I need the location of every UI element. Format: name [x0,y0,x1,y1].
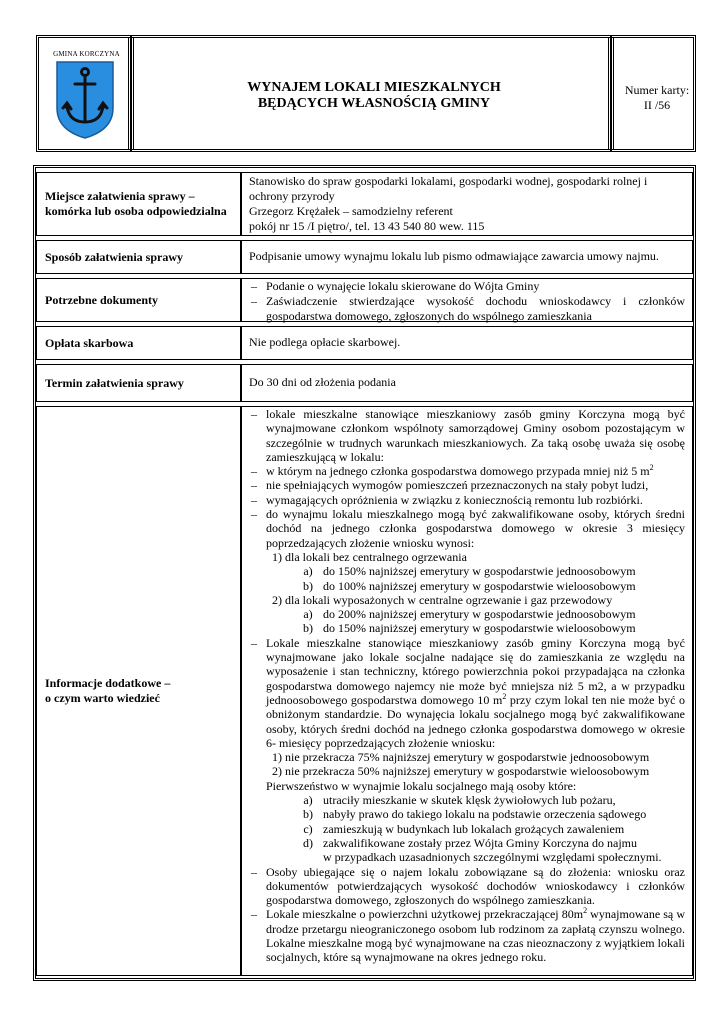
info-list-social [249,636,685,750]
social-criteria [249,750,685,864]
value-sposob [241,240,693,274]
info-b2-text: w którym na jednego członka gospodarstwa domowego przypada mniej niż 5 m [266,464,650,479]
item-text: utraciły mieszkanie w skutek klęsk żywiołowych lub pożaru, [323,793,616,808]
label-oplata-text: Opłata skarbowa [45,335,134,350]
label-miejsce [36,172,241,236]
info-q1: 1) nie przekracza 75% najniższej emerytury w gospodarstwie jednoosobowym [272,750,650,765]
documents-list [249,279,685,324]
card-number-box [611,35,696,152]
item-text: nabyły prawo do takiego lokalu na podstawie orzeczenia sądowego [323,807,647,822]
value-oplata [241,326,693,360]
title-box [131,35,611,152]
item-letter: d) [303,835,313,850]
item-letter: b) [303,807,313,822]
label-miejsce-line1: Miejsce załatwienia sprawy – [45,189,195,203]
list-item: – Podanie o wynajęcie lokalu skierowane do Wójta Gminy [249,279,685,294]
item-text: w przypadkach uzasadnionych szczególnymi względami społecznymi. [323,850,662,865]
item-letter: b) [303,578,313,593]
info-qb [266,807,685,821]
info-b6a-text: Lokale mieszkalne stanowiące mieszkaniowy zasób gminy Korczyna mogą być wynajmowane jako lokale socjalne nadające się do zamieszkania ze względu na wyposażenie i stan techniczny, którego powierzchnia pokoi przypadająca na członka gospodarstwa domowego najemcy nie może być mniejsza niż 5 m2, a w przypadku jednoosobowego gospodarstwa domowego 10 m [266,635,685,707]
oplata-text: Nie podlega opłacie skarbowej. [249,335,401,349]
label-oplata [36,326,241,360]
label-info-line2: o czym warto wiedzieć [45,691,160,705]
sposob-text: Podpisanie umowy wynajmu lokalu lub pismo odmawiające zawarcia umowy najmu. [249,249,659,263]
miejsce-line4: pokój nr 15 /I piętro/, tel. 13 43 540 80 wew. 115 [249,219,485,233]
superscript: 2 [502,691,507,701]
info-p1a [266,564,685,578]
superscript: 2 [649,463,654,473]
label-dokumenty-text: Potrzebne dokumenty [45,292,158,307]
item-letter: c) [303,821,313,836]
list-item [249,907,685,964]
info-p2a [266,607,685,621]
info-p2b [266,621,685,635]
info-b6b-text: przy czym lokal ten nie może być o obniżonym standardzie. Do wynajęcia lokalu socjalnego mogą być zakwalifikowane osoby, których średni dochód na jednego członka gospodarstwa domowego w okresie 6- miesięcy poprzedzających złożenie wniosku: [266,692,685,750]
item-text: do 100% najniższej emerytury w gospodarstwie wieloosobowym [323,578,636,593]
list-item [249,636,685,750]
item-letter: a) [303,607,313,622]
value-info [241,406,693,976]
info-p1: 1) dla lokali bez centralnego ogrzewania [272,549,467,564]
title-line-1: WYNAJEM LOKALI MIESZKALNYCH [247,80,501,95]
label-sposob [36,240,241,274]
info-p2: 2) dla lokali wyposażonych w centralne ogrzewanie i gaz przewodowy [272,592,613,607]
miejsce-line3: Grzegorz Krężałek – samodzielny referent [249,204,453,218]
label-termin [36,364,241,402]
info-p1b [266,579,685,593]
item-text: do 200% najniższej emerytury w gospodarstwie jednoosobowym [323,607,636,622]
superscript: 2 [583,906,588,916]
list-item [249,464,685,478]
item-letter: a) [303,793,313,808]
info-qc [266,822,685,836]
label-info [36,406,241,976]
card-label: Numer karty: [624,83,690,97]
list-item: – nie spełniających wymogów pomieszczeń przeznaczonych na stały pobyt ludzi, [249,478,685,492]
coat-of-arms-logo [55,60,115,140]
income-group-1 [249,550,685,636]
info-qd-cont [266,850,685,864]
info-q2: 2) nie przekracza 50% najniższej emerytury w gospodarstwie wieloosobowym [272,764,650,779]
value-termin [241,364,693,402]
item-letter: a) [303,564,313,579]
logo-box [36,35,131,152]
label-dokumenty [36,278,241,322]
page-title [134,80,614,112]
list-item: – Osoby ubiegające się o najem lokalu zobowiązane są do złożenia: wniosku oraz dokumentów potwierdzających wysokość dochodów wnioskodawcy i członków gospodarstwa domowego, zgłoszonych do wspólnego zamieszkania. [249,865,685,908]
label-termin-text: Termin załatwienia sprawy [45,375,184,390]
info-q3: Pierwszeństwo w wynajmie lokalu socjalnego mają osoby które: [266,778,577,793]
title-line-2: BĘDĄCYCH WŁASNOŚCIĄ GMINY [257,96,491,111]
info-qd [266,836,685,850]
item-text: do 150% najniższej emerytury w gospodarstwie jednoosobowym [323,564,636,579]
info-list [249,407,685,550]
item-text: do 150% najniższej emerytury w gospodarstwie wieloosobowym [323,621,636,636]
item-text: zakwalifikowane zostały przez Wójta Gminy Korczyna do najmu [323,835,637,850]
termin-text: Do 30 dni od złożenia podania [249,375,396,389]
list-item: – lokale mieszkalne stanowiące mieszkaniowy zasób gminy Korczyna mogą być wynajmowane członkom wspólnoty samorządowej Gminy osobom pozostającym w szczególnie w trudnych warunkach mieszkaniowych. Za taką osobę uważa się osobę zamieszkującą w lokalu: [249,407,685,464]
list-item: – do wynajmu lokalu mieszkalnego mogą być zakwalifikowane osoby, których średni dochód na jednego członka gospodarstwa domowego w okresie 3 miesięcy poprzedzających złożenie wniosku wynosi: [249,507,685,550]
miejsce-line1: Stanowisko do spraw gospodarki lokalami, gospodarki wodnej, gospodarki rolnej i [249,174,648,188]
list-item: – wymagających opróżnienia w związku z koniecznością remontu lub rozbiórki. [249,493,685,507]
miejsce-line2: ochrony przyrody [249,189,335,203]
label-miejsce-line2: komórka lub osoba odpowiedzialna [45,204,227,218]
info-list-final [249,865,685,965]
info-qa [266,793,685,807]
card-number [614,83,699,113]
item-letter: b) [303,621,313,636]
label-sposob-text: Sposób załatwienia sprawy [45,249,184,264]
label-info-line1: Informacje dodatkowe – [45,676,171,690]
value-dokumenty [241,278,693,322]
logo-text: GMINA KORCZYNA [53,50,120,58]
list-item: – Zaświadczenie stwierdzające wysokość dochodu wnioskodawcy i członków gospodarstwa domowego, zgłoszonych do wspólnego zamieszkania [249,294,685,324]
info-b8b-text: wynajmowane są w drodze przetargu nieograniczonego osobom lub rodzinom za zapłatą czynszu wolnego. Lokalne mieszkalne mogą być wynajmowane na czas nieoznaczony z wyjątkiem lokali socjalnych, które są wynajmowane na okres jednego roku. [266,907,685,965]
item-text: zamieszkują w budynkach lub lokalach grożących zawaleniem [323,821,625,836]
card-value: II /56 [643,98,671,112]
info-b8a-text: Lokale mieszkalne o powierzchni użytkowej przekraczającej 80m [266,907,584,922]
value-miejsce [241,172,693,236]
